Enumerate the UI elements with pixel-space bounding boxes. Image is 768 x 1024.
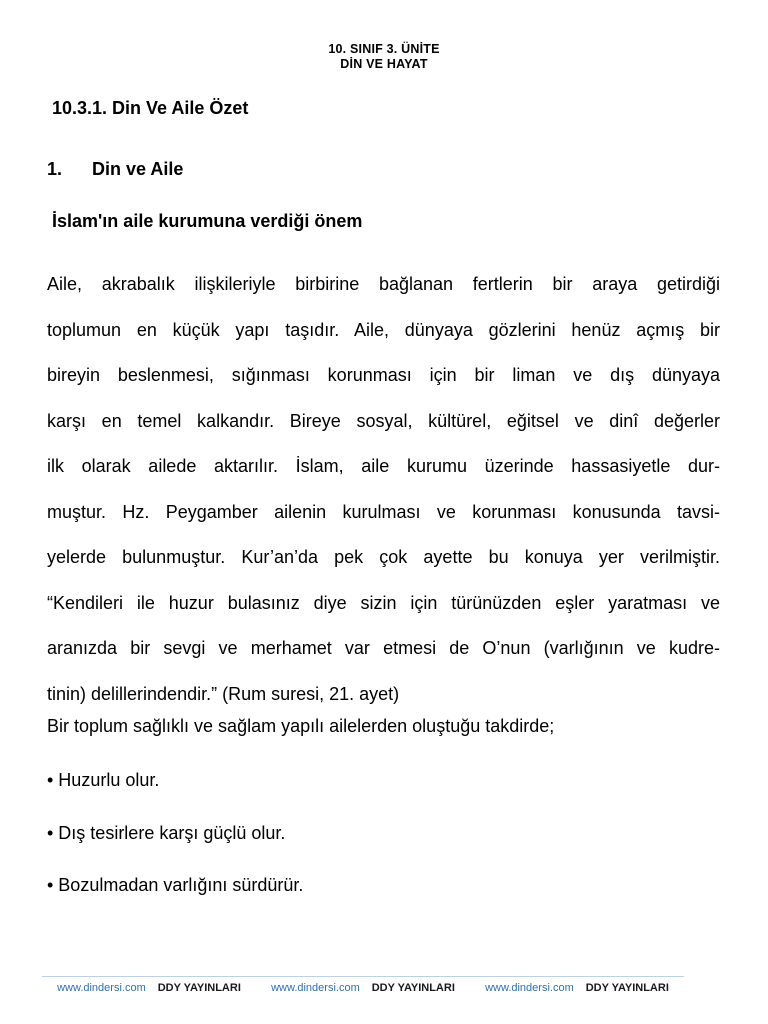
paragraph-line: aranızda bir sevgi ve merhamet var etmesi de O’nun (varlığının ve kudre-	[47, 638, 720, 658]
footer-publisher: DDY YAYINLARI	[157, 982, 241, 994]
footer-cell	[57, 982, 241, 994]
footer-site: www.dindersi.com	[485, 982, 574, 994]
topic-title: İslam'ın aile kurumuna verdiği önem	[52, 211, 363, 231]
footer-cell	[485, 982, 669, 994]
list-item: • Dış tesirlere karşı güçlü olur.	[47, 822, 286, 843]
paragraph-line: tinin) delillerindendir.” (Rum suresi, 21. ayet)	[47, 683, 400, 704]
footer-site: www.dindersi.com	[271, 982, 360, 994]
footer-divider	[42, 976, 684, 977]
subsection-heading	[47, 159, 183, 180]
paragraph-line: muştur. Hz. Peygamber ailenin kurulması ve korunması konusunda tavsi-	[47, 501, 720, 522]
list-item: • Huzurlu olur.	[47, 770, 160, 790]
paragraph-line: Aile, akrabalık ilişkileriyle birbirine bağlanan fertlerin bir araya getirdiği	[47, 274, 720, 294]
paragraph-line: toplumun en küçük yapı taşıdır. Aile, dünyaya gözlerini henüz açmış bir	[47, 319, 720, 340]
paragraph-line: bireyin beslenmesi, sığınması korunması için bir liman ve dış dünyaya	[47, 365, 720, 385]
header-grade-unit: 10. SINIF 3. ÜNİTE	[328, 42, 440, 56]
page-header	[0, 42, 768, 72]
paragraph-line: yelerde bulunmuştur. Kur’an’da pek çok ayette bu konuya yer verilmiştir.	[47, 547, 720, 567]
subsection-title: Din ve Aile	[92, 159, 184, 179]
list-item: • Bozulmadan varlığını sürdürür.	[47, 875, 304, 895]
body-paragraph	[47, 262, 720, 717]
page-footer	[42, 980, 684, 996]
footer-cell	[271, 982, 455, 994]
section-title: 10.3.1. Din Ve Aile Özet	[52, 98, 249, 118]
bullet-list	[47, 768, 303, 926]
header-unit-title: DİN VE HAYAT	[340, 57, 428, 71]
paragraph-line: ilk olarak ailede aktarılır. İslam, aile kurumu üzerinde hassasiyetle dur-	[47, 456, 720, 476]
paragraph-line: karşı en temel kalkandır. Bireye sosyal, kültürel, eğitsel ve dinî değerler	[47, 410, 720, 431]
intro-sentence: Bir toplum sağlıklı ve sağlam yapılı ailelerden oluştuğu takdirde;	[47, 716, 555, 736]
footer-publisher: DDY YAYINLARI	[371, 982, 455, 994]
paragraph-line: “Kendileri ile huzur bulasınız diye sizin için türünüzden eşler yaratması ve	[47, 592, 720, 613]
subsection-number: 1.	[47, 159, 63, 179]
footer-publisher: DDY YAYINLARI	[585, 982, 669, 994]
footer-site: www.dindersi.com	[57, 982, 146, 994]
